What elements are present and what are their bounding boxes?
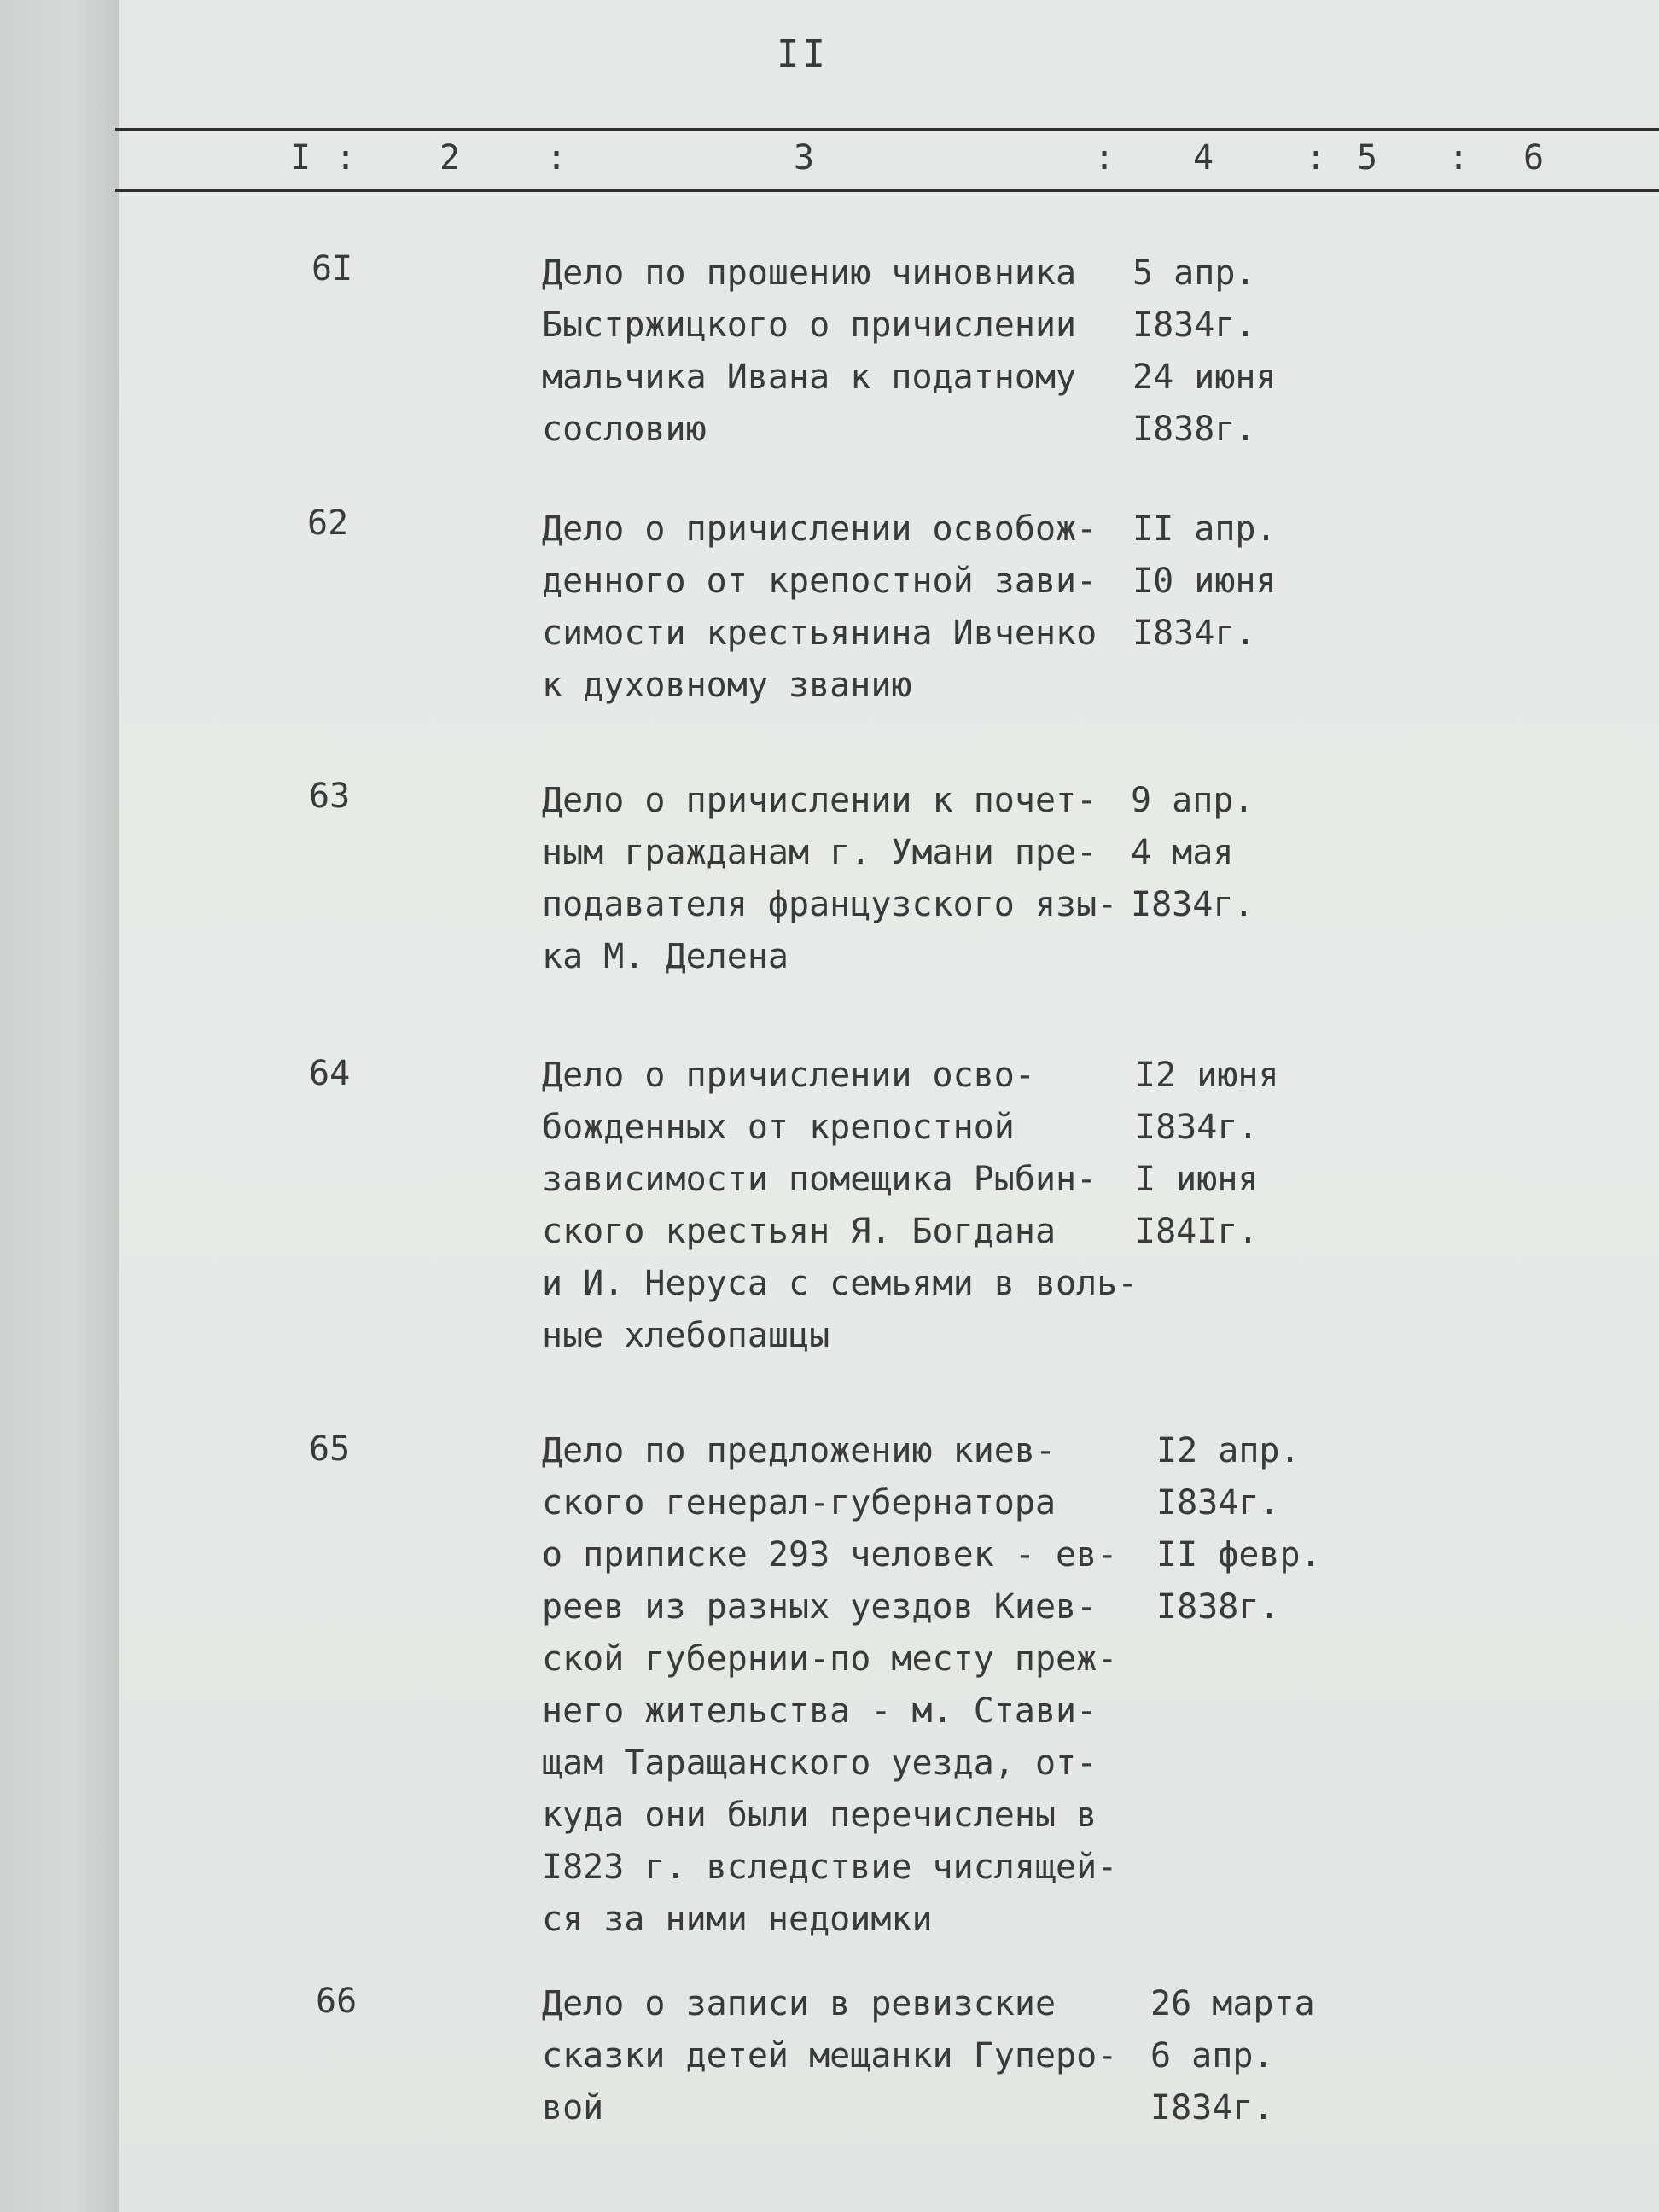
entry-date-line: I84Iг. bbox=[1135, 1212, 1259, 1251]
column-separator: : bbox=[335, 138, 357, 178]
entry-date-line: 24 июня bbox=[1132, 358, 1277, 397]
column-header-2: 2 bbox=[439, 138, 461, 178]
entry-date-line: II февр. bbox=[1156, 1535, 1321, 1575]
entry-dates bbox=[1135, 1050, 1279, 1258]
entry-number: 6I bbox=[311, 249, 353, 288]
entry-text-line: ской губернии-по месту преж- bbox=[542, 1639, 1118, 1679]
entry-text-line: куда они были перечислены в bbox=[542, 1796, 1097, 1835]
entry-number: 64 bbox=[309, 1054, 351, 1093]
entry-date-line: I834г. bbox=[1132, 614, 1256, 653]
entry-text-line: ся за ними недоимки bbox=[542, 1900, 933, 1939]
entry-number: 65 bbox=[309, 1429, 351, 1469]
entry-text-line: сказки детей мещанки Гуперо- bbox=[542, 2036, 1118, 2075]
page-binding-shadow bbox=[0, 0, 119, 2212]
column-header-4: 4 bbox=[1193, 138, 1214, 178]
entry-text-line: ского генерал-губернатора bbox=[542, 1483, 1057, 1522]
entry-date-line: I834г. bbox=[1131, 885, 1254, 924]
entry-number: 66 bbox=[316, 1982, 358, 2021]
entry-text-line: Дело о причислении освобож- bbox=[542, 509, 1097, 549]
entry-text-line: зависимости помещика Рыбин- bbox=[542, 1160, 1097, 1199]
entry-date-line: I июня bbox=[1135, 1160, 1259, 1199]
entry-text-line: к духовному званию bbox=[542, 666, 912, 705]
entry-description bbox=[542, 1425, 1117, 1946]
entry-text-line: Дело по предложению киев- bbox=[542, 1431, 1057, 1470]
entry-text-line: о приписке 293 человек - ев- bbox=[542, 1535, 1118, 1575]
column-separator: : bbox=[1094, 138, 1115, 178]
entry-text-line: ского крестьян Я. Богдана bbox=[542, 1212, 1057, 1251]
entry-description bbox=[542, 775, 1117, 983]
page-number: II bbox=[777, 32, 829, 76]
entry-date-line: 6 апр. bbox=[1150, 2036, 1274, 2075]
entry-dates bbox=[1132, 504, 1277, 660]
entry-text-line: симости крестьянина Ивченко bbox=[542, 614, 1097, 653]
entry-text-line: ные хлебопашцы bbox=[542, 1316, 830, 1355]
entry-description bbox=[542, 1050, 1138, 1362]
entry-text-line: Быстржицкого о причислении bbox=[542, 306, 1077, 345]
entry-text-line: сословию bbox=[542, 410, 707, 449]
entry-text-line: реев из разных уездов Киев- bbox=[542, 1587, 1097, 1627]
entry-date-line: I834г. bbox=[1132, 306, 1256, 345]
entry-date-line: I2 апр. bbox=[1156, 1431, 1301, 1470]
column-header-6: 6 bbox=[1523, 138, 1545, 178]
entry-text-line: Дело по прошению чиновника bbox=[542, 253, 1077, 293]
entry-dates bbox=[1150, 1978, 1315, 2134]
entry-text-line: Дело о причислении осво- bbox=[542, 1056, 1035, 1095]
entry-text-line: I823 г. вследствие числящей- bbox=[542, 1848, 1118, 1887]
entry-date-line: I834г. bbox=[1150, 2088, 1274, 2128]
entry-text-line: денного от крепостной зави- bbox=[542, 562, 1097, 601]
entry-number: 62 bbox=[307, 504, 349, 543]
entry-date-line: I834г. bbox=[1135, 1108, 1259, 1147]
entry-date-line: 4 мая bbox=[1131, 833, 1234, 872]
entry-text-line: щам Таращанского уезда, от- bbox=[542, 1743, 1097, 1783]
entry-date-line: 26 марта bbox=[1150, 1984, 1315, 2023]
entry-text-line: вой bbox=[542, 2088, 604, 2128]
column-header-3: 3 bbox=[794, 138, 815, 178]
entry-date-line: I0 июня bbox=[1132, 562, 1277, 601]
header-bottom-rule bbox=[115, 189, 1659, 192]
entry-text-line: ка М. Делена bbox=[542, 937, 789, 976]
entry-text-line: ным гражданам г. Умани пре- bbox=[542, 833, 1097, 872]
header-top-rule bbox=[115, 128, 1659, 131]
column-separator: : bbox=[546, 138, 568, 178]
column-header-5: 5 bbox=[1357, 138, 1378, 178]
entry-date-line: I834г. bbox=[1156, 1483, 1280, 1522]
entry-text-line: подавателя французского язы- bbox=[542, 885, 1118, 924]
entry-description bbox=[542, 1978, 1117, 2134]
entry-text-line: и И. Неруса с семьями в воль- bbox=[542, 1264, 1138, 1303]
entry-date-line: 5 апр. bbox=[1132, 253, 1256, 293]
entry-dates bbox=[1132, 247, 1277, 456]
entry-date-line: II апр. bbox=[1132, 509, 1277, 549]
entry-dates bbox=[1156, 1425, 1321, 1633]
entry-text-line: Дело о причислении к почет- bbox=[542, 781, 1097, 820]
entry-description bbox=[542, 247, 1076, 456]
entry-text-line: мальчика Ивана к податному bbox=[542, 358, 1077, 397]
entry-date-line: I838г. bbox=[1156, 1587, 1280, 1627]
entry-number: 63 bbox=[309, 777, 351, 816]
entry-dates bbox=[1131, 775, 1254, 931]
entry-date-line: I2 июня bbox=[1135, 1056, 1279, 1095]
entry-text-line: него жительства - м. Стави- bbox=[542, 1691, 1097, 1731]
entry-date-line: I838г. bbox=[1132, 410, 1256, 449]
entry-date-line: 9 апр. bbox=[1131, 781, 1254, 820]
entry-description bbox=[542, 504, 1097, 712]
column-separator: : bbox=[1448, 138, 1470, 178]
entry-text-line: божденных от крепостной bbox=[542, 1108, 1015, 1147]
column-header-1: I bbox=[290, 138, 311, 178]
entry-text-line: Дело о записи в ревизские bbox=[542, 1984, 1057, 2023]
column-separator: : bbox=[1306, 138, 1327, 178]
